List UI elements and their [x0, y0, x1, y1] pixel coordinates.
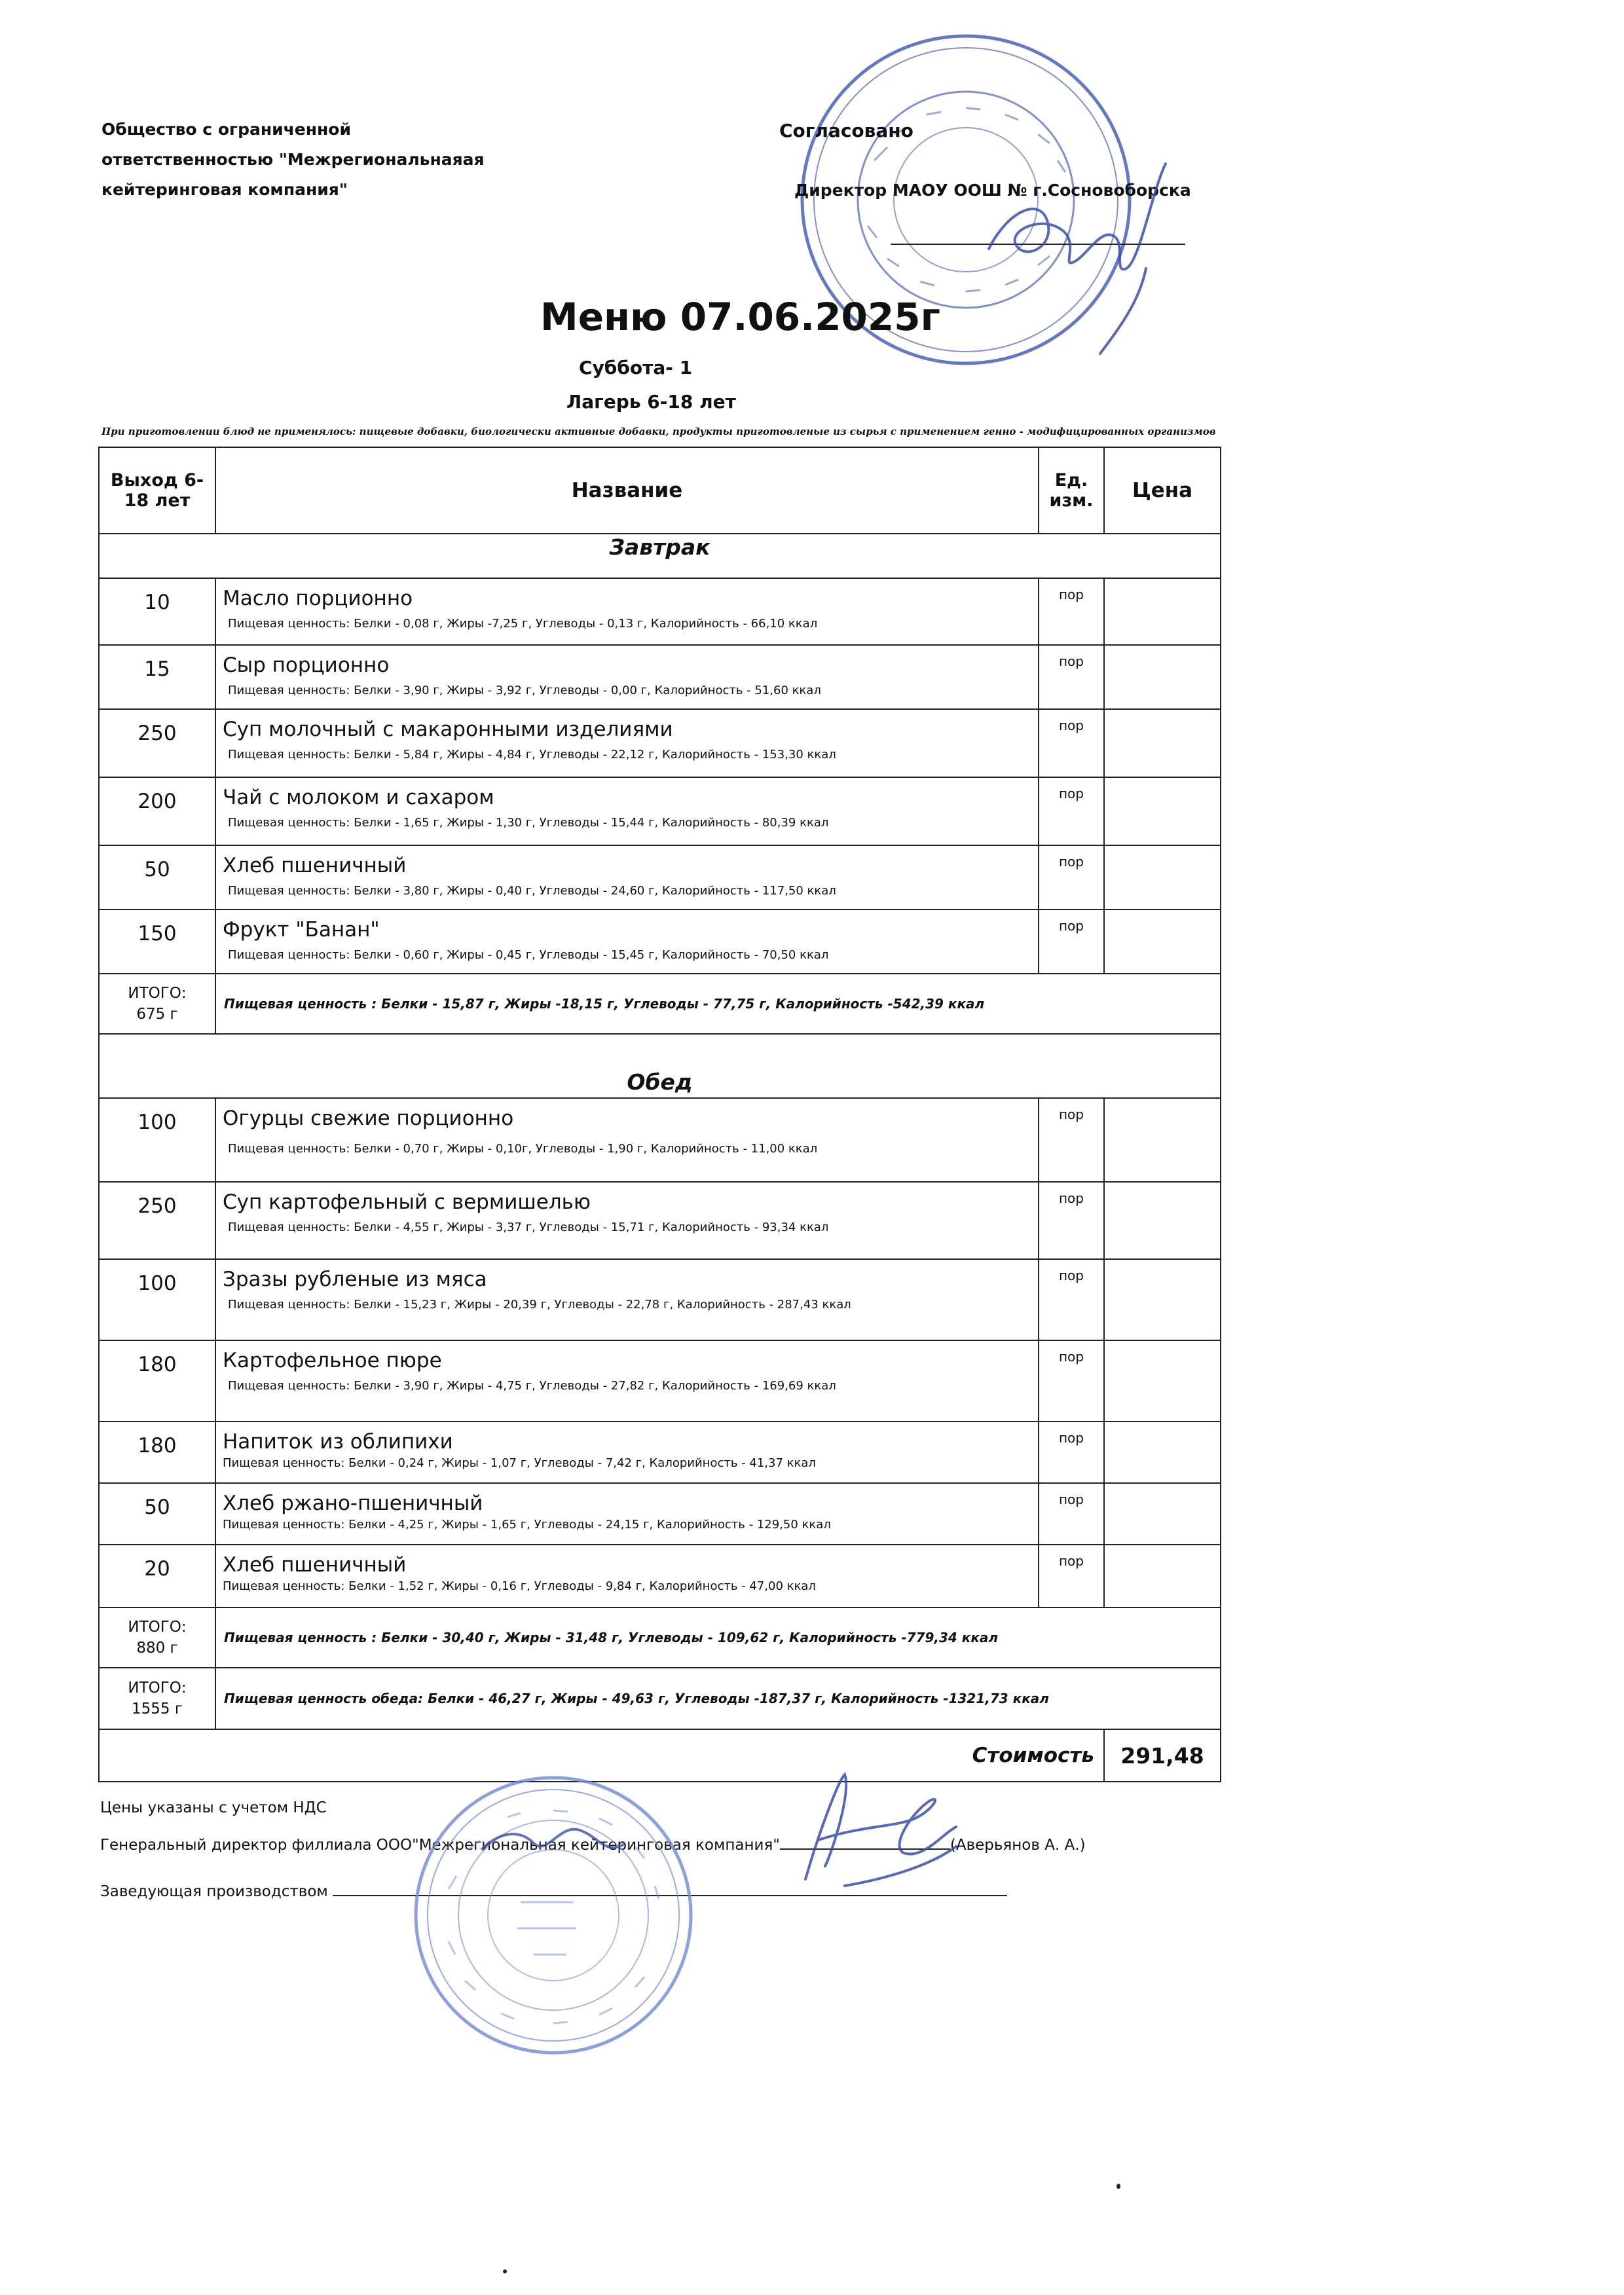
table-row [99, 1340, 1221, 1422]
total-label: ИТОГО: [128, 985, 187, 1002]
breakfast-total-nutrition: Пищевая ценность : Белки - 15,87 г, Жиры -18,15 г, Углеводы - 77,75 г, Калорийность -542,39 ккал [215, 974, 1221, 1034]
dish-unit: пор [1039, 909, 1104, 974]
dish-name: Сыр порционно [223, 653, 390, 677]
dish-cell [215, 645, 1039, 709]
dish-cell [215, 1483, 1039, 1545]
dish-unit: пор [1039, 1098, 1104, 1182]
breakfast-total-label [99, 974, 215, 1034]
table-row [99, 1182, 1221, 1259]
dish-unit: пор [1039, 1340, 1104, 1422]
dish-cell [215, 1098, 1039, 1182]
dish-unit: пор [1039, 1483, 1104, 1545]
dish-output: 200 [99, 777, 215, 845]
dish-cell [215, 777, 1039, 845]
dish-nutrition: Пищевая ценность: Белки - 3,90 г, Жиры - 4,75 г, Углеводы - 27,82 г, Калорийность - 169,69 ккал [228, 1379, 836, 1393]
dish-output: 150 [99, 909, 215, 974]
dish-nutrition: Пищевая ценность: Белки - 0,24 г, Жиры - 1,07 г, Углеводы - 7,42 г, Калорийность - 41,37 ккал [223, 1456, 816, 1470]
breakfast-section-row [99, 534, 1221, 578]
total-label: ИТОГО: [128, 1619, 187, 1636]
company-stamp [409, 1771, 697, 2059]
dish-output: 250 [99, 709, 215, 777]
dish-output: 250 [99, 1182, 215, 1259]
col-output-header: Выход 6-18 лет [99, 447, 215, 534]
total-output: 1555 г [132, 1700, 183, 1717]
dish-nutrition: Пищевая ценность: Белки - 0,70 г, Жиры - 0,10г, Углеводы - 1,90 г, Калорийность - 11,00 ккал [228, 1142, 818, 1156]
organization-name [101, 115, 485, 205]
dish-cell [215, 845, 1039, 909]
production-manager-title: Заведующая производством [100, 1883, 328, 1900]
dish-name: Фрукт "Банан" [223, 918, 380, 942]
org-line-3: кейтеринговая компания" [101, 180, 348, 199]
lunch-section-row [99, 1034, 1221, 1098]
table-row [99, 645, 1221, 709]
dish-unit: пор [1039, 1259, 1104, 1340]
dish-price [1104, 1098, 1221, 1182]
table-row [99, 1098, 1221, 1182]
dish-name: Хлеб ржано-пшеничный [223, 1492, 483, 1515]
dish-price [1104, 1259, 1221, 1340]
dish-unit: пор [1039, 1182, 1104, 1259]
breakfast-total-row [99, 974, 1221, 1034]
table-row [99, 909, 1221, 974]
dish-name: Хлеб пшеничный [223, 1553, 407, 1577]
lunch-total-row [99, 1607, 1221, 1668]
dish-price [1104, 845, 1221, 909]
general-director-signature [779, 1755, 963, 1905]
table-row [99, 1422, 1221, 1483]
dish-output: 100 [99, 1098, 215, 1182]
dish-name: Чай с молоком и сахаром [223, 786, 494, 809]
menu-table [98, 447, 1221, 1782]
grand-total-nutrition: Пищевая ценность обеда: Белки - 46,27 г, Жиры - 49,63 г, Углеводы -187,37 г, Калорийность -1321,73 ккал [215, 1668, 1221, 1729]
dish-cell [215, 1182, 1039, 1259]
dish-unit: пор [1039, 777, 1104, 845]
table-row [99, 1545, 1221, 1607]
dish-unit: пор [1039, 1545, 1104, 1607]
scan-speck [1116, 2184, 1120, 2189]
total-label: ИТОГО: [128, 1680, 187, 1697]
scan-speck [503, 2269, 507, 2273]
dish-name: Суп картофельный с вермишелью [223, 1190, 591, 1214]
dish-nutrition: Пищевая ценность: Белки - 15,23 г, Жиры - 20,39 г, Углеводы - 22,78 г, Калорийность - 287,43 ккал [228, 1298, 851, 1312]
dish-output: 180 [99, 1422, 215, 1483]
dish-unit: пор [1039, 578, 1104, 645]
general-director-name: (Аверьянов А. А.) [950, 1837, 1086, 1854]
vat-note: Цены указаны с учетом НДС [100, 1799, 327, 1816]
page-title: Меню 07.06.2025г [540, 295, 940, 339]
dish-cell [215, 1545, 1039, 1607]
dish-output: 50 [99, 845, 215, 909]
table-row [99, 777, 1221, 845]
table-row [99, 1483, 1221, 1545]
dish-name: Хлеб пшеничный [223, 854, 407, 877]
total-output: 675 г [136, 1006, 178, 1023]
dish-price [1104, 1545, 1221, 1607]
col-price-header: Цена [1104, 447, 1221, 534]
dish-output: 10 [99, 578, 215, 645]
table-row [99, 578, 1221, 645]
director-signature [950, 151, 1185, 367]
dish-nutrition: Пищевая ценность: Белки - 0,60 г, Жиры - 0,45 г, Углеводы - 15,45 г, Калорийность - 70,50 ккал [228, 948, 829, 962]
dish-cell [215, 709, 1039, 777]
dish-output: 50 [99, 1483, 215, 1545]
dish-name: Напиток из облипихи [223, 1430, 453, 1454]
dish-price [1104, 709, 1221, 777]
dish-price [1104, 909, 1221, 974]
dish-price [1104, 1483, 1221, 1545]
general-director-title: Генеральный директор филлиала ООО"Межрегиональная кейтеринговая компания" [100, 1837, 780, 1854]
dish-name: Суп молочный с макаронными изделиями [223, 718, 673, 741]
dish-nutrition: Пищевая ценность: Белки - 1,65 г, Жиры - 1,30 г, Углеводы - 15,44 г, Калорийность - 80,39 ккал [228, 816, 829, 830]
dish-price [1104, 777, 1221, 845]
grand-total-row [99, 1668, 1221, 1729]
dish-price [1104, 645, 1221, 709]
dish-price [1104, 1182, 1221, 1259]
lunch-title: Обед [99, 1034, 1221, 1098]
dish-unit: пор [1039, 845, 1104, 909]
camp-age: Лагерь 6-18 лет [566, 391, 736, 413]
org-line-1: Общество с ограниченной [101, 120, 351, 139]
approval-agreed: Согласовано [779, 120, 913, 141]
lunch-total-label [99, 1607, 215, 1668]
dish-cell [215, 1422, 1039, 1483]
dish-nutrition: Пищевая ценность: Белки - 3,80 г, Жиры - 0,40 г, Углеводы - 24,60 г, Калорийность - 117,50 ккал [228, 884, 836, 898]
dish-cell [215, 909, 1039, 974]
cost-value: 291,48 [1104, 1729, 1221, 1782]
gmo-note: При приготовлении блюд не применялось: пищевые добавки, биологически активные добавки, продукты приготовленые из сырья с применением генно - модифицированных организмов [101, 426, 1216, 437]
dish-price [1104, 1422, 1221, 1483]
total-output: 880 г [136, 1640, 178, 1657]
dish-cell [215, 578, 1039, 645]
col-name-header: Название [215, 447, 1039, 534]
dish-price [1104, 1340, 1221, 1422]
dish-nutrition: Пищевая ценность: Белки - 1,52 г, Жиры - 0,16 г, Углеводы - 9,84 г, Калорийность - 47,00 ккал [223, 1579, 816, 1593]
dish-output: 100 [99, 1259, 215, 1340]
cost-label: Стоимость [99, 1729, 1104, 1782]
dish-cell [215, 1259, 1039, 1340]
dish-unit: пор [1039, 1422, 1104, 1483]
dish-name: Масло порционно [223, 587, 413, 610]
dish-nutrition: Пищевая ценность: Белки - 3,90 г, Жиры - 3,92 г, Углеводы - 0,00 г, Калорийность - 51,60 ккал [228, 684, 821, 697]
dish-unit: пор [1039, 645, 1104, 709]
dish-nutrition: Пищевая ценность: Белки - 0,08 г, Жиры -7,25 г, Углеводы - 0,13 г, Калорийность - 66,10 ккал [228, 617, 818, 631]
lunch-total-nutrition: Пищевая ценность : Белки - 30,40 г, Жиры - 31,48 г, Углеводы - 109,62 г, Калорийность -779,34 ккал [215, 1607, 1221, 1668]
org-line-2: ответственностью "Межрегиональнаяая [101, 150, 485, 169]
grand-total-label [99, 1668, 215, 1729]
table-row [99, 1259, 1221, 1340]
dish-name: Зразы рубленые из мяса [223, 1268, 487, 1291]
dish-cell [215, 1340, 1039, 1422]
dish-nutrition: Пищевая ценность: Белки - 4,55 г, Жиры - 3,37 г, Углеводы - 15,71 г, Калорийность - 93,34 ккал [228, 1221, 829, 1234]
menu-day: Суббота- 1 [579, 357, 693, 378]
table-row [99, 845, 1221, 909]
dish-name: Картофельное пюре [223, 1349, 442, 1372]
dish-unit: пор [1039, 709, 1104, 777]
dish-price [1104, 578, 1221, 645]
dish-name: Огурцы свежие порционно [223, 1107, 514, 1130]
approval-director: Директор МАОУ ООШ № г.Сосновоборска [794, 181, 1191, 200]
dish-output: 15 [99, 645, 215, 709]
dish-nutrition: Пищевая ценность: Белки - 4,25 г, Жиры - 1,65 г, Углеводы - 24,15 г, Калорийность - 129,50 ккал [223, 1518, 831, 1532]
table-header-row [99, 447, 1221, 534]
table-row [99, 709, 1221, 777]
breakfast-title: Завтрак [99, 534, 1221, 578]
col-unit-header: Ед. изм. [1039, 447, 1104, 534]
dish-nutrition: Пищевая ценность: Белки - 5,84 г, Жиры - 4,84 г, Углеводы - 22,12 г, Калорийность - 153,30 ккал [228, 748, 836, 762]
dish-output: 180 [99, 1340, 215, 1422]
dish-output: 20 [99, 1545, 215, 1607]
